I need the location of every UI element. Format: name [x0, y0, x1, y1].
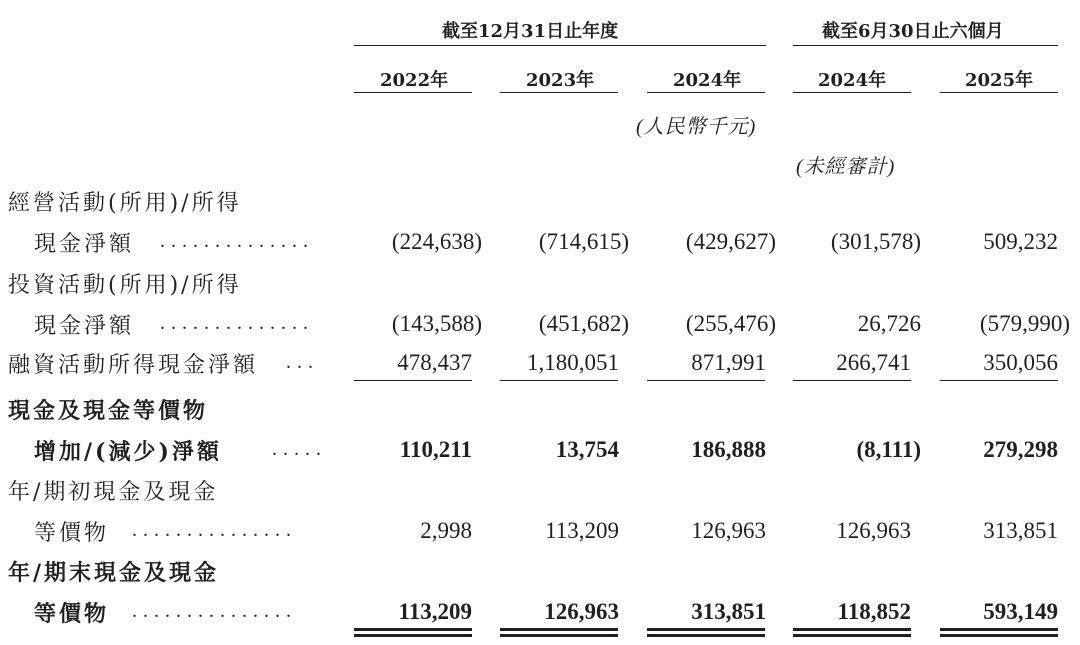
row-net-change-value-col1: 110,211	[399, 437, 472, 462]
header-year-col1-underline	[354, 92, 472, 93]
header-year-col3-underline	[647, 92, 765, 93]
row-closing-balance-value-col5: 593,149	[983, 599, 1058, 624]
total-double-underline-col2	[500, 628, 618, 637]
row-opening-balance-value-col3: 126,963	[691, 518, 766, 543]
row-financing-underline-col5	[940, 380, 1058, 381]
row-operating-label-line1: 經營活動(所用)/所得	[8, 191, 242, 216]
header-group-six-months-ended-underline	[793, 45, 1058, 46]
row-financing-leader-dots: ...	[286, 351, 319, 373]
currency-unit-note: (人民幣千元)	[636, 116, 757, 138]
header-group-year-ended: 截至12月31日止年度	[442, 21, 619, 42]
row-investing-value-col4: 26,726	[857, 311, 921, 336]
row-operating-label-line2: 現金淨額	[34, 232, 135, 257]
row-net-change-value-col4: (8,111)	[856, 437, 921, 462]
row-financing-value-col3: 871,991	[691, 350, 766, 375]
total-double-underline-col1	[354, 628, 472, 637]
row-opening-balance-leader-dots: ...............	[132, 519, 297, 541]
row-financing-underline-col1	[354, 380, 472, 381]
header-group-six-months-ended: 截至6月30日止六個月	[822, 21, 1004, 42]
row-opening-balance-label-line2: 等價物	[34, 521, 110, 546]
header-year-col5-underline	[940, 92, 1058, 93]
total-double-underline-col3	[647, 628, 765, 637]
row-operating-value-col3: (429,627)	[685, 229, 776, 254]
row-financing-value-col2: 1,180,051	[527, 350, 619, 375]
row-investing-value-col3: (255,476)	[685, 311, 776, 336]
row-net-change-label-line1: 現金及現金等價物	[8, 398, 209, 424]
row-investing-label-line1: 投資活動(所用)/所得	[8, 273, 242, 298]
header-year-col4: 2024年	[818, 70, 887, 91]
row-financing-label: 融資活動所得現金淨額	[8, 353, 259, 378]
header-year-col3: 2024年	[673, 70, 742, 91]
row-net-change-label-line2: 增加/(減少)淨額	[34, 439, 222, 465]
row-financing-underline-col3	[647, 380, 765, 381]
total-double-underline-col5	[940, 628, 1058, 637]
row-net-change-value-col3: 186,888	[691, 437, 766, 462]
row-investing-value-col1: (143,588)	[391, 311, 482, 336]
row-financing-value-col5: 350,056	[983, 350, 1058, 375]
row-opening-balance-value-col4: 126,963	[836, 518, 911, 543]
row-closing-balance-label-line2: 等價物	[34, 601, 110, 627]
row-financing-underline-col4	[793, 380, 911, 381]
row-closing-balance-value-col2: 126,963	[544, 599, 619, 624]
row-closing-balance-value-col1: 113,209	[398, 599, 472, 624]
row-closing-balance-value-col4: 118,852	[837, 599, 911, 624]
header-year-col1: 2022年	[380, 70, 449, 91]
header-year-col2-underline	[500, 92, 618, 93]
row-investing-value-col2: (451,682)	[538, 311, 629, 336]
header-year-col5: 2025年	[965, 70, 1034, 91]
row-net-change-value-col5: 279,298	[983, 437, 1058, 462]
row-net-change-value-col2: 13,754	[555, 437, 619, 462]
row-opening-balance-label-line1: 年/期初現金及現金	[8, 480, 219, 505]
row-operating-value-col2: (714,615)	[538, 229, 629, 254]
row-operating-value-col5: 509,232	[983, 229, 1058, 254]
header-year-col2: 2023年	[526, 70, 595, 91]
row-investing-value-col5: (579,990)	[979, 311, 1070, 336]
row-financing-value-col4: 266,741	[836, 350, 911, 375]
row-opening-balance-value-col5: 313,851	[983, 518, 1058, 543]
unaudited-note: (未經審計)	[796, 156, 896, 178]
header-group-year-ended-underline	[354, 45, 766, 46]
row-closing-balance-label-line1: 年/期末現金及現金	[8, 560, 220, 586]
row-opening-balance-value-col2: 113,209	[545, 518, 619, 543]
row-closing-balance-value-col3: 313,851	[691, 599, 766, 624]
row-operating-value-col4: (301,578)	[830, 229, 921, 254]
row-investing-label-line2: 現金淨額	[34, 314, 135, 339]
row-opening-balance-value-col1: 2,998	[420, 518, 472, 543]
row-financing-value-col1: 478,437	[397, 350, 472, 375]
row-net-change-leader-dots: .....	[272, 438, 327, 460]
row-operating-leader-dots: ..............	[160, 230, 314, 252]
row-investing-leader-dots: ..............	[160, 312, 314, 334]
row-closing-balance-leader-dots: ...............	[132, 600, 297, 622]
header-year-col4-underline	[793, 92, 911, 93]
total-double-underline-col4	[793, 628, 911, 637]
row-financing-underline-col2	[500, 380, 618, 381]
row-operating-value-col1: (224,638)	[391, 229, 482, 254]
